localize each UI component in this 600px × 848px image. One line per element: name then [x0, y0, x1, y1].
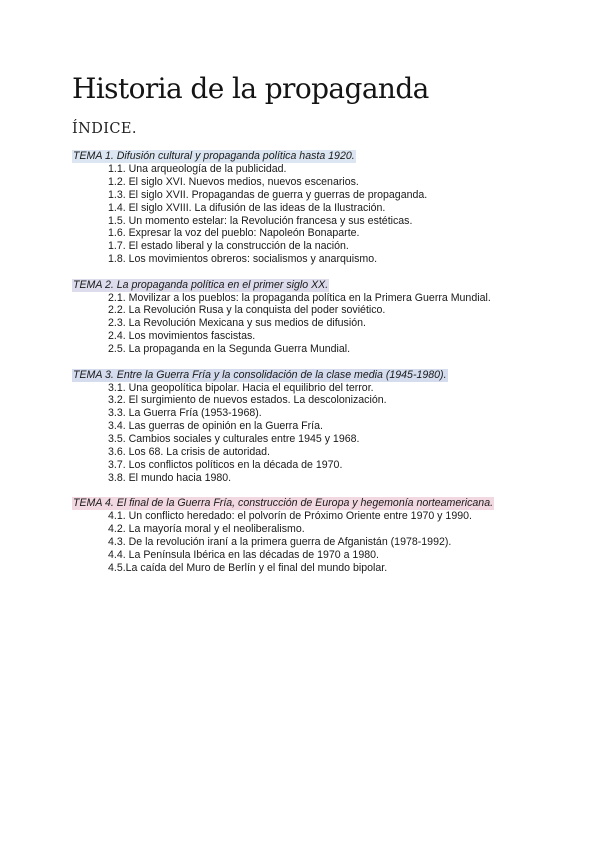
- table-of-contents: [72, 150, 542, 587]
- list-item: 4.2. La mayoría moral y el neoliberalismo.: [108, 523, 305, 536]
- list-item: 4.1. Un conflicto heredado: el polvorín de Próximo Oriente entre 1970 y 1990.: [108, 510, 472, 523]
- list-item: 2.5. La propaganda en la Segunda Guerra Mundial.: [108, 343, 351, 356]
- tema-section: [72, 497, 542, 574]
- list-item: 1.3. El siglo XVII. Propagandas de guerra y guerras de propaganda.: [108, 188, 428, 201]
- list-item: 2.1. Movilizar a los pueblos: la propaganda política en la Primera Guerra Mundial.: [108, 291, 491, 304]
- list-item: 3.6. Los 68. La crisis de autoridad.: [108, 446, 270, 459]
- list-item: 1.8. Los movimientos obreros: socialismos y anarquismo.: [108, 253, 378, 266]
- list-item: 4.5.La caída del Muro de Berlín y el final del mundo bipolar.: [108, 561, 388, 574]
- list-item: 2.2. La Revolución Rusa y la conquista del poder soviético.: [108, 304, 386, 317]
- list-item: 3.1. Una geopolítica bipolar. Hacia el equilibrio del terror.: [108, 381, 374, 394]
- list-item: 1.2. El siglo XVI. Nuevos medios, nuevos escenarios.: [108, 175, 359, 188]
- tema-section: [72, 369, 542, 485]
- list-item: 1.7. El estado liberal y la construcción de la nación.: [108, 240, 349, 253]
- tema-section: [72, 150, 542, 266]
- index-heading: ÍNDICE.: [72, 121, 137, 137]
- tema-item-list: [72, 510, 542, 575]
- list-item: 3.8. El mundo hacia 1980.: [108, 471, 232, 484]
- list-item: 1.6. Expresar la voz del pueblo: Napoleón Bonaparte.: [108, 227, 360, 240]
- list-item: 1.1. Una arqueología de la publicidad.: [108, 162, 287, 175]
- list-item: 3.5. Cambios sociales y culturales entre 1945 y 1968.: [108, 433, 360, 446]
- tema-section: [72, 279, 542, 356]
- document-title: Historia de la propaganda: [72, 72, 429, 105]
- list-item: 3.4. Las guerras de opinión en la Guerra Fría.: [108, 420, 323, 433]
- tema-item-list: [72, 163, 542, 266]
- tema-heading: TEMA 1. Difusión cultural y propaganda política hasta 1920.: [73, 150, 355, 162]
- list-item: 3.3. La Guerra Fría (1953-1968).: [108, 407, 262, 420]
- list-item: 3.7. Los conflictos políticos en la década de 1970.: [108, 458, 343, 471]
- list-item: 1.4. El siglo XVIII. La difusión de las ideas de la Ilustración.: [108, 201, 386, 214]
- tema-heading: TEMA 4. El final de la Guerra Fría, construcción de Europa y hegemonía norteamericana.: [73, 497, 494, 510]
- tema-item-list: [72, 292, 542, 357]
- list-item: 2.4. Los movimientos fascistas.: [108, 330, 256, 343]
- list-item: 1.5. Un momento estelar: la Revolución francesa y sus estéticas.: [108, 214, 413, 227]
- tema-heading: TEMA 3. Entre la Guerra Fría y la consolidación de la clase media (1945-1980).: [73, 368, 447, 381]
- list-item: 3.2. El surgimiento de nuevos estados. La descolonización.: [108, 394, 387, 407]
- list-item: 4.4. La Península Ibérica en las décadas de 1970 a 1980.: [108, 548, 379, 561]
- list-item: 4.3. De la revolución iraní a la primera guerra de Afganistán (1978-1992).: [108, 535, 452, 548]
- tema-heading: TEMA 2. La propaganda política en el primer siglo XX.: [73, 278, 329, 291]
- tema-item-list: [72, 382, 542, 485]
- list-item: 2.3. La Revolución Mexicana y sus medios de difusión.: [108, 317, 366, 330]
